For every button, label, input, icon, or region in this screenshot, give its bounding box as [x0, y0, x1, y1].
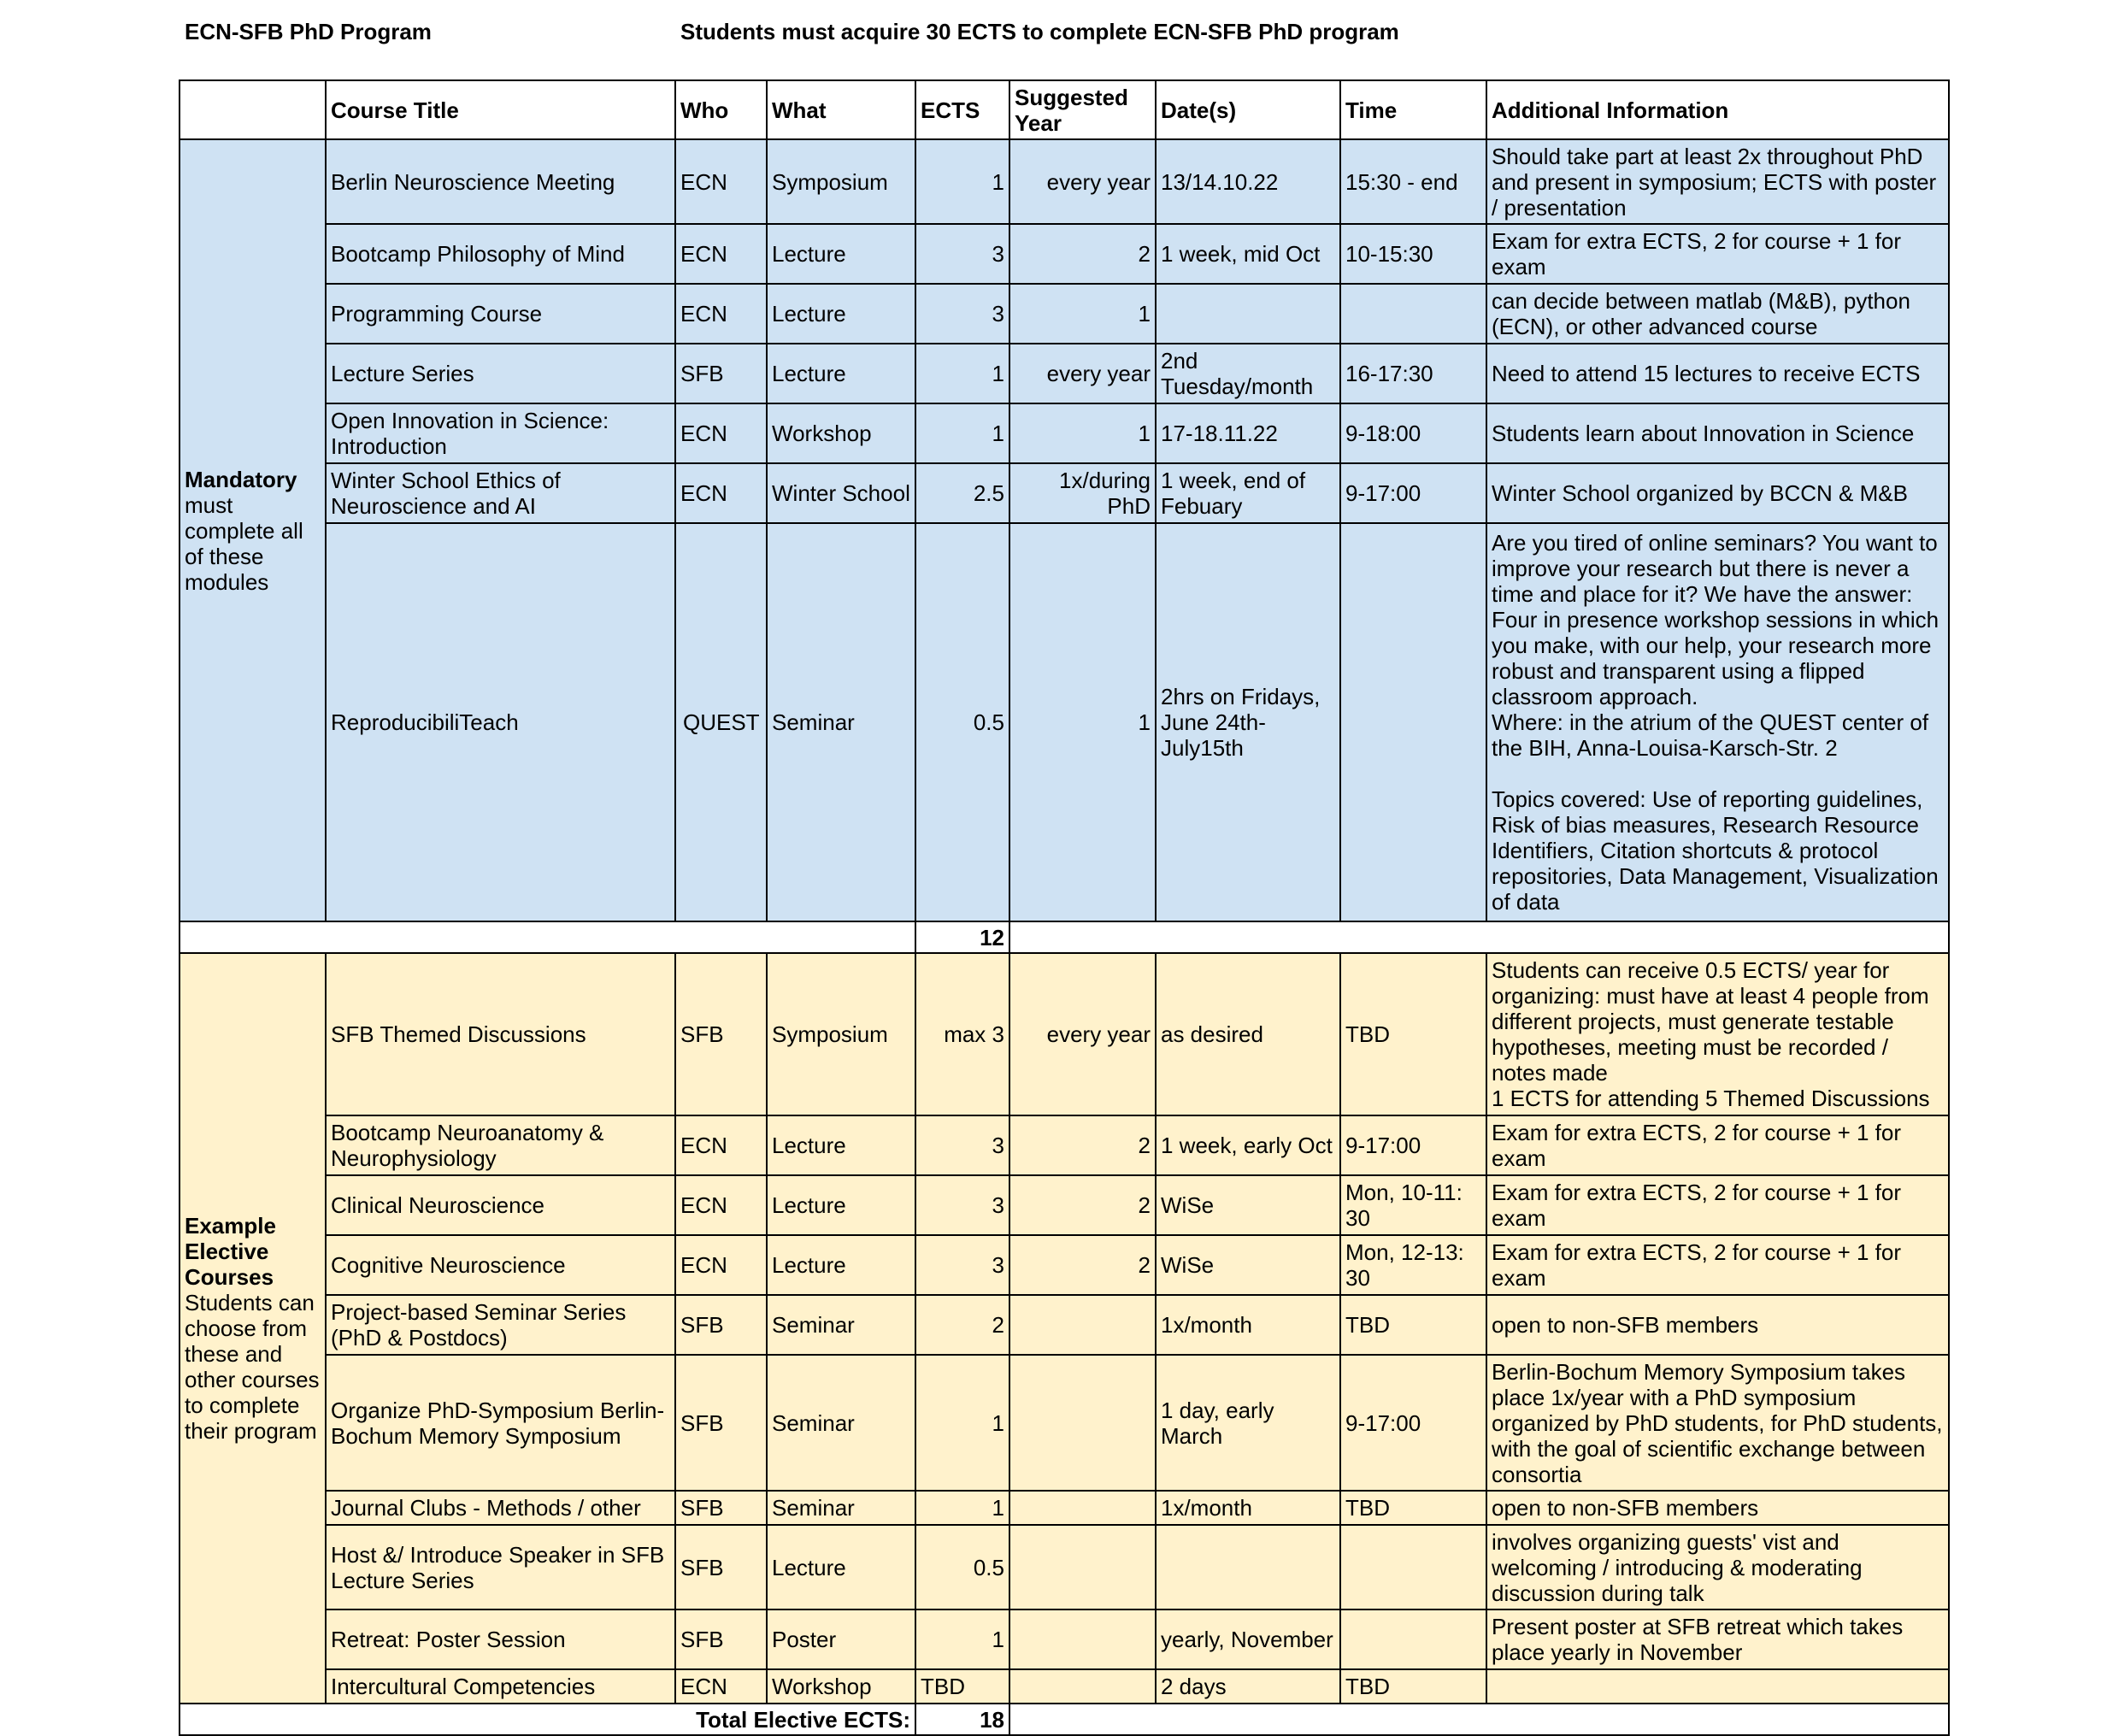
table-row [180, 1491, 1949, 1525]
table-row [180, 1355, 1949, 1491]
course-dates: 2hrs on Fridays, June 24th-July15th [1156, 523, 1340, 921]
course-title: Lecture Series [326, 344, 675, 403]
course-info: Should take part at least 2x throughout PhD and present in symposium; ECTS with poster / presentation [1486, 139, 1949, 224]
course-title: Host &/ Introduce Speaker in SFB Lecture Series [326, 1525, 675, 1609]
course-title: Winter School Ethics of Neuroscience and AI [326, 463, 675, 523]
course-title: Berlin Neuroscience Meeting [326, 139, 675, 224]
course-who: SFB [675, 344, 767, 403]
course-who: SFB [675, 953, 767, 1115]
course-who: SFB [675, 1491, 767, 1525]
table-row [180, 284, 1949, 344]
course-who: ECN [675, 1235, 767, 1295]
course-info: Winter School organized by BCCN & M&B [1486, 463, 1949, 523]
course-ects: 3 [915, 1175, 1009, 1235]
table-row [180, 344, 1949, 403]
course-dates [1156, 1525, 1340, 1609]
course-dates: WiSe [1156, 1175, 1340, 1235]
course-time: TBD [1340, 1669, 1486, 1704]
course-time: 10-15:30 [1340, 224, 1486, 284]
mandatory-subtitle: must complete all of these modules [185, 491, 303, 595]
course-ects: 0.5 [915, 1525, 1009, 1609]
mandatory-total-row [180, 921, 1949, 953]
course-info: Present poster at SFB retreat which takes place yearly in November [1486, 1609, 1949, 1669]
course-who: ECN [675, 463, 767, 523]
course-title: Open Innovation in Science: Introduction [326, 403, 675, 463]
course-year: every year [1009, 139, 1156, 224]
course-ects: 2 [915, 1295, 1009, 1355]
course-info: open to non-SFB members [1486, 1295, 1949, 1355]
course-ects: 1 [915, 1609, 1009, 1669]
course-time: Mon, 10-11: 30 [1340, 1175, 1486, 1235]
table-row [180, 463, 1949, 523]
course-dates: 1 week, early Oct [1156, 1115, 1340, 1175]
col-header: ECTS [915, 80, 1009, 139]
mandatory-label [180, 139, 326, 921]
course-year: 1 [1009, 284, 1156, 344]
course-info: Exam for extra ECTS, 2 for course + 1 for exam [1486, 1235, 1949, 1295]
course-title: Bootcamp Neuroanatomy & Neurophysiology [326, 1115, 675, 1175]
course-time: Mon, 12-13: 30 [1340, 1235, 1486, 1295]
course-what: Lecture [767, 224, 915, 284]
course-dates: 1 week, end of Febuary [1156, 463, 1340, 523]
course-title: Project-based Seminar Series (PhD & Postdocs) [326, 1295, 675, 1355]
course-year [1009, 1669, 1156, 1704]
elective-total: 18 [915, 1704, 1009, 1735]
course-year: 1 [1009, 403, 1156, 463]
elective-subtitle: Students can choose from these and other courses to complete their program [185, 1290, 320, 1444]
course-who: ECN [675, 224, 767, 284]
course-time: 16-17:30 [1340, 344, 1486, 403]
course-year [1009, 1491, 1156, 1525]
program-requirement: Students must acquire 30 ECTS to complete ECN-SFB PhD program [680, 19, 1399, 44]
course-what: Winter School [767, 463, 915, 523]
table-row [180, 1669, 1949, 1704]
course-time: TBD [1340, 1491, 1486, 1525]
elective-total-row [180, 1704, 1949, 1735]
course-what: Seminar [767, 1491, 915, 1525]
col-header: Date(s) [1156, 80, 1340, 139]
course-what: Lecture [767, 1525, 915, 1609]
course-time: TBD [1340, 953, 1486, 1115]
course-title: Cognitive Neuroscience [326, 1235, 675, 1295]
course-info: Berlin-Bochum Memory Symposium takes place 1x/year with a PhD symposium organized by PhD students, for PhD students, with the goal of scientific exchange between consortia [1486, 1355, 1949, 1491]
course-info [1486, 1669, 1949, 1704]
course-dates: 1 day, early March [1156, 1355, 1340, 1491]
table-row [180, 1115, 1949, 1175]
col-header: Suggested Year [1009, 80, 1156, 139]
course-title: ReproducibiliTeach [326, 523, 675, 921]
elective-title: Example Elective Courses [185, 1213, 276, 1290]
course-time [1340, 1609, 1486, 1669]
course-dates: yearly, November [1156, 1609, 1340, 1669]
table-row [180, 1609, 1949, 1669]
course-info: Are you tired of online seminars? You want to improve your research but there is never a time and place for it? We have the answer: Four in presence workshop sessions in which you make, with our help, your research more robust and transparent using a flipped classroom approach. Where: in the atrium of the QUEST center of the BIH, Anna-Louisa-Karsch-Str. 2 Topics covered: Use of reporting guidelines, Risk of bias measures, Research Resource Identifiers, Citation shortcuts & protocol repositories, Data Management, Visualization of data [1486, 523, 1949, 921]
course-who: ECN [675, 139, 767, 224]
course-who: ECN [675, 403, 767, 463]
course-ects: 1 [915, 403, 1009, 463]
course-time: 15:30 - end [1340, 139, 1486, 224]
course-year [1009, 1355, 1156, 1491]
table-row [180, 224, 1949, 284]
col-header: Time [1340, 80, 1486, 139]
header-row [180, 80, 1949, 139]
elective-section [180, 953, 1949, 1704]
course-title: Clinical Neuroscience [326, 1175, 675, 1235]
course-who: QUEST [675, 523, 767, 921]
course-what: Lecture [767, 1175, 915, 1235]
course-info: can decide between matlab (M&B), python (ECN), or other advanced course [1486, 284, 1949, 344]
course-title: Intercultural Competencies [326, 1669, 675, 1704]
course-who: SFB [675, 1355, 767, 1491]
table-row [180, 139, 1949, 224]
course-title: Retreat: Poster Session [326, 1609, 675, 1669]
course-ects: 3 [915, 1235, 1009, 1295]
mandatory-total-section [180, 921, 1949, 953]
course-who: ECN [675, 1115, 767, 1175]
course-time: 9-17:00 [1340, 1115, 1486, 1175]
course-title: SFB Themed Discussions [326, 953, 675, 1115]
course-title: Bootcamp Philosophy of Mind [326, 224, 675, 284]
course-year: 2 [1009, 1115, 1156, 1175]
table-row [180, 1525, 1949, 1609]
mandatory-section [180, 139, 1949, 921]
course-what: Symposium [767, 139, 915, 224]
course-what: Seminar [767, 523, 915, 921]
course-what: Symposium [767, 953, 915, 1115]
course-ects: 0.5 [915, 523, 1009, 921]
course-dates: 2 days [1156, 1669, 1340, 1704]
course-year: 2 [1009, 1235, 1156, 1295]
course-year: 1x/during PhD [1009, 463, 1156, 523]
mandatory-total: 12 [915, 921, 1009, 953]
table-row [180, 1175, 1949, 1235]
course-what: Lecture [767, 284, 915, 344]
course-ects: 3 [915, 284, 1009, 344]
table-row [180, 403, 1949, 463]
course-ects: 1 [915, 1355, 1009, 1491]
course-year [1009, 1525, 1156, 1609]
table-row [180, 1235, 1949, 1295]
course-year: 2 [1009, 224, 1156, 284]
course-info: Need to attend 15 lectures to receive ECTS [1486, 344, 1949, 403]
course-time: 9-17:00 [1340, 1355, 1486, 1491]
elective-total-section [180, 1704, 1949, 1735]
course-table [179, 79, 1950, 1736]
course-who: ECN [675, 284, 767, 344]
course-time: 9-17:00 [1340, 463, 1486, 523]
course-year: 2 [1009, 1175, 1156, 1235]
col-header: Additional Information [1486, 80, 1949, 139]
course-ects: 2.5 [915, 463, 1009, 523]
course-time [1340, 523, 1486, 921]
course-dates: as desired [1156, 953, 1340, 1115]
course-dates: WiSe [1156, 1235, 1340, 1295]
course-year: every year [1009, 953, 1156, 1115]
course-info: Students can receive 0.5 ECTS/ year for organizing: must have at least 4 people from different projects, must generate testable hypotheses, meeting must be recorded / notes made 1 ECTS for attending 5 Themed Discussions [1486, 953, 1949, 1115]
course-what: Workshop [767, 403, 915, 463]
course-who: SFB [675, 1609, 767, 1669]
table-row [180, 1295, 1949, 1355]
course-time: 9-18:00 [1340, 403, 1486, 463]
course-what: Seminar [767, 1295, 915, 1355]
course-what: Lecture [767, 1115, 915, 1175]
course-ects: 1 [915, 139, 1009, 224]
course-info: open to non-SFB members [1486, 1491, 1949, 1525]
course-what: Workshop [767, 1669, 915, 1704]
course-info: involves organizing guests' vist and welcoming / introducing & moderating discussion during talk [1486, 1525, 1949, 1609]
elective-total-label: Total Elective ECTS: [180, 1704, 915, 1735]
course-time [1340, 1525, 1486, 1609]
course-year [1009, 1295, 1156, 1355]
course-title: Organize PhD-Symposium Berlin-Bochum Memory Symposium [326, 1355, 675, 1491]
mandatory-title: Mandatory [185, 466, 297, 492]
course-who: SFB [675, 1525, 767, 1609]
course-what: Seminar [767, 1355, 915, 1491]
course-who: SFB [675, 1295, 767, 1355]
table-row [180, 523, 1949, 921]
course-what: Lecture [767, 1235, 915, 1295]
course-dates: 2nd Tuesday/month [1156, 344, 1340, 403]
course-ects: TBD [915, 1669, 1009, 1704]
course-title: Programming Course [326, 284, 675, 344]
program-title: ECN-SFB PhD Program [185, 19, 432, 44]
elective-label [180, 953, 326, 1704]
col-header: Who [675, 80, 767, 139]
course-dates: 1 week, mid Oct [1156, 224, 1340, 284]
course-ects: 3 [915, 1115, 1009, 1175]
course-year: 1 [1009, 523, 1156, 921]
course-ects: max 3 [915, 953, 1009, 1115]
course-info: Students learn about Innovation in Science [1486, 403, 1949, 463]
course-year [1009, 1609, 1156, 1669]
col-header: What [767, 80, 915, 139]
course-info: Exam for extra ECTS, 2 for course + 1 for exam [1486, 1115, 1949, 1175]
course-time: TBD [1340, 1295, 1486, 1355]
col-header: Course Title [326, 80, 675, 139]
course-who: ECN [675, 1669, 767, 1704]
course-what: Lecture [767, 344, 915, 403]
course-what: Poster [767, 1609, 915, 1669]
course-ects: 1 [915, 1491, 1009, 1525]
course-time [1340, 284, 1486, 344]
course-dates: 13/14.10.22 [1156, 139, 1340, 224]
course-ects: 1 [915, 344, 1009, 403]
course-year: every year [1009, 344, 1156, 403]
col-header [180, 80, 326, 139]
course-dates [1156, 284, 1340, 344]
course-dates: 17-18.11.22 [1156, 403, 1340, 463]
course-dates: 1x/month [1156, 1295, 1340, 1355]
course-dates: 1x/month [1156, 1491, 1340, 1525]
course-ects: 3 [915, 224, 1009, 284]
course-title: Journal Clubs - Methods / other [326, 1491, 675, 1525]
table-row [180, 953, 1949, 1115]
course-info: Exam for extra ECTS, 2 for course + 1 for exam [1486, 1175, 1949, 1235]
course-info: Exam for extra ECTS, 2 for course + 1 for exam [1486, 224, 1949, 284]
course-who: ECN [675, 1175, 767, 1235]
